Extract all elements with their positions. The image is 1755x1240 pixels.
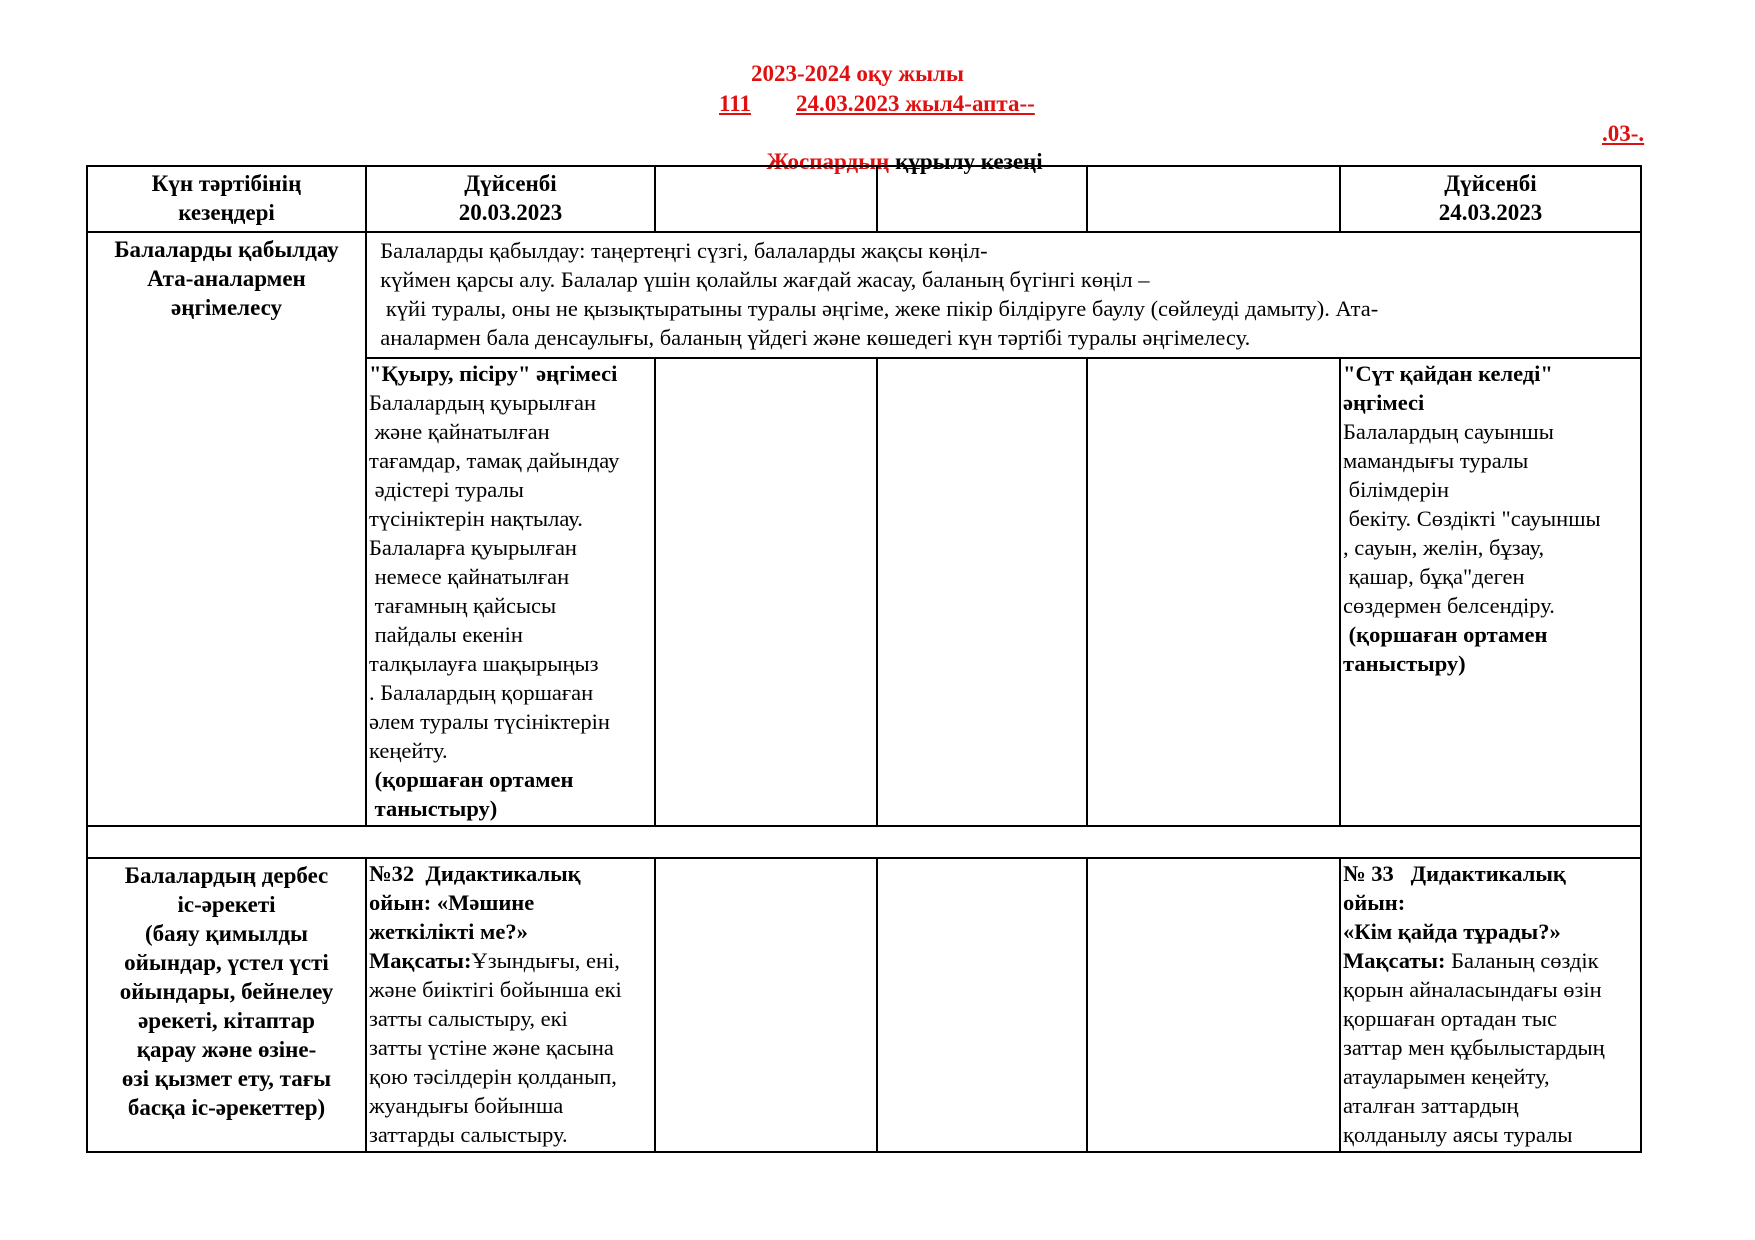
col-header-tuesday	[655, 166, 877, 232]
week-date-title: 24.03.2023 жыл4-апта--	[796, 91, 1035, 116]
monday-game-cell	[366, 858, 655, 1152]
class-number: 111	[719, 91, 751, 116]
header-row	[87, 166, 1641, 232]
stage-words: құрылу кезеңі	[895, 149, 1043, 174]
goal-label: Мақсаты:	[369, 948, 472, 973]
general-line: күймен қарсы алу. Балалар үшін қолайлы жағдай жасау, баланың бүгінгі көңіл –	[369, 267, 1150, 292]
reception-general-text	[366, 232, 1641, 358]
col-header-wednesday	[877, 166, 1087, 232]
friday-game-title: № 33 Дидактикалық ойын: «Кім қайда тұрады?»	[1343, 861, 1566, 944]
monday-conversation-area: (қоршаған ортамен таныстыру)	[374, 767, 574, 821]
period-reception: Балаларды қабылдау Ата-аналармен әңгімелесу	[87, 232, 366, 826]
goal-label: Мақсаты:	[1343, 948, 1446, 973]
weekly-plan-table	[86, 165, 1642, 1153]
friday-game-goal	[1343, 946, 1638, 1149]
friday-conversation-text: Балалардың сауыншы мамандығы туралы білімдерін бекіту. Сөздікті "сауыншы , сауын, желін, бұзау, қашар, бұқа"деген сөздермен белсендіру.	[1343, 419, 1601, 618]
wednesday-conversation-cell	[877, 358, 1087, 826]
tuesday-game-cell	[655, 858, 877, 1152]
reception-general-row	[87, 232, 1641, 358]
monday-conversation-cell	[366, 358, 655, 826]
col-header-monday: Дүйсенбі 20.03.2023	[366, 166, 655, 232]
spacer-row	[87, 826, 1641, 858]
thursday-conversation-cell	[1087, 358, 1340, 826]
monday-game-title: №32 Дидактикалық ойын: «Мәшине жеткілікті ме?»	[369, 861, 581, 944]
friday-conversation-area: (қоршаған ортамен таныстыру)	[1343, 622, 1548, 676]
friday-conversation-title: "Сүт қайдан келеді" әңгімесі	[1343, 361, 1553, 415]
goal-text: Ұзындығы, ені, және биіктігі бойынша екі затты салыстыру, екі затты үстіне және қасына қою тәсілдерін қолданып, жуандығы бойынша заттарды салыстыру.	[369, 948, 622, 1147]
friday-game-cell	[1340, 858, 1641, 1152]
wednesday-game-cell	[877, 858, 1087, 1152]
general-line: Балаларды қабылдау: таңертеңгі сүзгі, балаларды жақсы көңіл-	[369, 238, 988, 263]
monday-game-goal	[369, 946, 652, 1149]
spacer-cell	[87, 826, 1641, 858]
friday-conversation-cell	[1340, 358, 1641, 826]
tuesday-conversation-cell	[655, 358, 877, 826]
goal-text: Баланың сөздік қорын айналасындағы өзін қоршаған ортадан тыс заттар мен құбылыстардың атауларымен кеңейту, аталған заттардың қолданылу аясы туралы	[1343, 948, 1605, 1147]
col-header-friday: Дүйсенбі 24.03.2023	[1340, 166, 1641, 232]
col-header-thursday	[1087, 166, 1340, 232]
general-line: аналармен бала денсаулығы, баланың үйдегі және көшедегі күн тәртібі туралы әңгімелесу.	[369, 325, 1251, 350]
period-independent-activity: Балалардың дербес іс-әрекеті (баяу қимылды ойындар, үстел үсті ойындары, бейнелеу әрекеті, кітаптар қарау және өзіне- өзі қызмет ету, тағы басқа іс-әрекеттер)	[87, 858, 366, 1152]
general-line: күйі туралы, оны не қызықтыратыны туралы әңгіме, жеке пікір білдіруге баулу (сөйлеуді дамыту). Ата-	[369, 296, 1379, 321]
monday-conversation-text: Балалардың қуырылған және қайнатылған тағамдар, тамақ дайындау әдістері туралы түсініктерін нақтылау. Балаларға қуырылған немесе қайнатылған тағамның қайсысы пайдалы екенін талқылауға шақырыңыз . Балалардың қоршаған әлем туралы түсініктерін кеңейту.	[369, 390, 620, 763]
academic-year-title: 2023-2024 оқу жылы	[751, 61, 964, 86]
monday-conversation-title: "Қуыру, пісіру" әңгімесі	[369, 361, 618, 386]
plan-word: Жоспардың	[766, 149, 890, 174]
col-header-periods: Күн тәртібінің кезеңдері	[87, 166, 366, 232]
thursday-game-cell	[1087, 858, 1340, 1152]
date-range-right: .03-.	[1602, 121, 1645, 146]
independent-activity-row	[87, 858, 1641, 1152]
